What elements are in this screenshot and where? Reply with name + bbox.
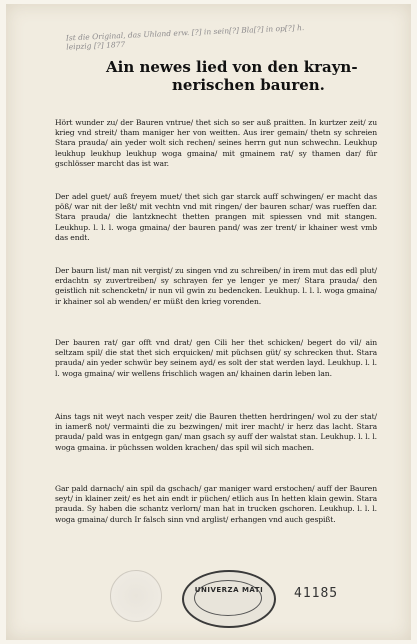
library-stamp-text: UNIVERZA MATI <box>194 586 264 594</box>
title-line-2: nerischen bauren. <box>172 76 325 94</box>
document-page <box>6 4 411 640</box>
blind-stamp <box>110 570 162 622</box>
inventory-number: 41185 <box>294 586 339 601</box>
stanza-6: Gar pald darnach/ ain spil da gschach/ gar maniger ward erstochen/ auff der Bauren seyt/ in klainer zeit/ es het ain endt ir püchen/ etlich aus In hetten klain gewin. Stara prauda. Sy haben die schantz verlorn/ man hat in trucken gschoren. Leukhup. l. l. l. woga gmaina/ durch Ir falsch sinn vnd arglist/ erhangen vnd auch gespißt. <box>55 484 377 524</box>
stanza-1: Hört wunder zu/ der Bauren vntrue/ thet sich so ser auß praitten. In kurtzer zeit/ zu krieg vnd streit/ tham maniger her von weitten. Aus irer gemain/ thetn sy schreien Stara prauda/ ain yeder wolt sich rechen/ seines herrn gut nun schwechn. Leukhup leukhup leukhup leukhup woga gmaina/ mit gmainem rat/ sy thamen dar/ für gschlösser marcht das ist war. <box>55 118 377 168</box>
document-title <box>106 58 366 94</box>
stanza-2: Der adel guet/ auß freyem muet/ thet sich gar starck auff schwingen/ er macht das pöß/ war nit der leßt/ mit vechtn vnd mit ringen/ der bauren schar/ was rueffen dar. Stara prauda/ die lantzknecht thetten prangen mit spiessen vnd mit stangen. Leukhup. l. l. l. woga gmaina/ der bauren pand/ was zer trent/ ir khainer west vmb das endt. <box>55 192 377 242</box>
stanza-4: Der bauren rat/ gar offt vnd drat/ gen Cili her thet schicken/ begert do vil/ ain seltzam spil/ die stat thet sich erquicken/ mit püchsen güt/ sy schrecken thut. Stara prauda/ ain yeder schwür bey seinem ayd/ es solt der stat werden layd. Leukhup. l. l. l. woga gmaina/ wir wellens frischlich wagen an/ khainen darin leben lan. <box>55 338 377 378</box>
title-line-1: Ain newes lied von den krayn- <box>106 58 358 76</box>
stanza-3: Der baurn list/ man nit vergist/ zu singen vnd zu schreiben/ in irem mut das edl plut/ erdachtn sy zuvertreiben/ sy schrayen fer ye lenger ye mer/ Stara prauda/ den geistlich nit schencketn/ ir nun vil gwin zu bedencken. Leukhup. l. l. l. woga gmaina/ ir khainer sol ab wenden/ er müßt den krieg vorenden. <box>55 266 377 306</box>
stanza-5: Ains tags nit weyt nach vesper zeit/ die Bauren thetten herdringen/ wol zu der stat/ in iamerß not/ vermainti die zu bezwingen/ mit irer macht/ ir herz das lacht. Stara prauda/ pald was in entgegn gan/ man gsach sy auff der walstat stan. Leukhup. l. l. l. woga gmaina. ir püchssen wolden krachen/ das spil wil sich machen. <box>55 412 377 452</box>
handwritten-note: Ist die Original, das Uhland erw. [?] in sein[?] Bla[?] in op[?] h. leipzig [?] 1877 <box>65 23 305 52</box>
library-stamp <box>182 570 276 628</box>
